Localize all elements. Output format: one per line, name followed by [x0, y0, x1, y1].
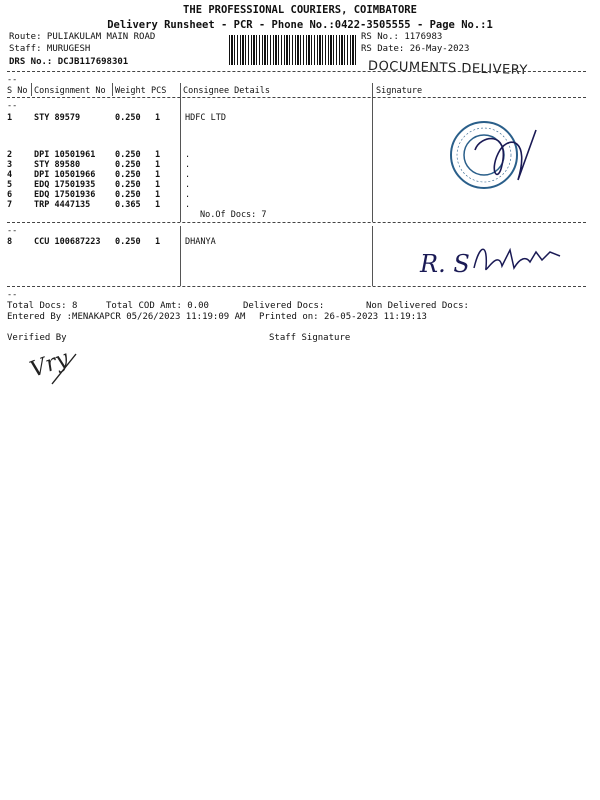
company-seal-icon: [440, 110, 570, 200]
row-sno: 4: [7, 170, 13, 180]
row-weight: 0.250: [115, 113, 141, 123]
row-pcs: 1: [155, 180, 161, 190]
row-weight: 0.250: [115, 170, 141, 180]
separator-mark: --: [7, 75, 18, 85]
row-consignee: .: [185, 180, 191, 190]
separator-mark: --: [7, 101, 18, 111]
row-consignee: HDFC LTD: [185, 113, 226, 123]
row-consignee: .: [185, 170, 191, 180]
separator-bottom: [7, 286, 586, 287]
col-signature: Signature: [376, 86, 423, 96]
row-pcs: 1: [155, 200, 161, 210]
printed-on: Printed on: 26-05-2023 11:19:13: [259, 312, 427, 322]
col-consignee: Consignee Details: [183, 86, 270, 96]
row-consignment: TRP 4447135: [34, 200, 91, 210]
rs-date: RS Date: 26-May-2023: [361, 44, 470, 54]
col-rule: [372, 226, 373, 286]
row-weight: 0.250: [115, 150, 141, 160]
documents-delivery-stamp: DOCUMENTS DELIVERY: [367, 58, 529, 79]
row-sno: 8: [7, 237, 13, 247]
row-sno: 2: [7, 150, 13, 160]
barcode: [229, 35, 357, 65]
col-rule: [112, 83, 113, 96]
row-consignee: .: [185, 200, 191, 210]
row-consignment: STY 89580: [34, 160, 81, 170]
row-pcs: 1: [155, 113, 161, 123]
verified-by-label: Verified By: [7, 333, 67, 343]
row-weight: 0.365: [115, 200, 141, 210]
row-consignment: CCU 100687223: [34, 237, 101, 247]
row-consignment: EDQ 17501935: [34, 180, 96, 190]
col-weight: Weight: [115, 86, 146, 96]
handwritten-signature: R. S: [420, 250, 470, 278]
no-of-docs: No.Of Docs: 7: [200, 210, 267, 220]
total-cod: Total COD Amt: 0.00: [106, 301, 209, 311]
runsheet-subtitle: Delivery Runsheet - PCR - Phone No.:0422-3505555 - Page No.:1: [107, 19, 493, 31]
col-pcs: PCS: [151, 86, 167, 96]
row-weight: 0.250: [115, 180, 141, 190]
row-pcs: 1: [155, 170, 161, 180]
drs-number: DRS No.: DCJB117698301: [9, 57, 129, 67]
col-rule: [180, 226, 181, 286]
separator-header: [7, 97, 586, 98]
row-pcs: 1: [155, 237, 161, 247]
staff-label: Staff: MURUGESH: [9, 44, 91, 54]
col-consignment: Consignment No: [34, 86, 106, 96]
non-delivered-docs: Non Delivered Docs:: [366, 301, 469, 311]
row-weight: 0.250: [115, 190, 141, 200]
row-consignment: EDQ 17501936: [34, 190, 96, 200]
verified-strike-icon: [44, 350, 84, 390]
separator-group: [7, 222, 586, 223]
total-docs: Total Docs: 8: [7, 301, 78, 311]
col-rule: [372, 83, 373, 222]
row-consignee: .: [185, 150, 191, 160]
verified-initials: Vry: [26, 346, 72, 383]
row-pcs: 1: [155, 150, 161, 160]
row-consignee: .: [185, 190, 191, 200]
col-rule: [180, 83, 181, 222]
company-title: THE PROFESSIONAL COURIERS, COIMBATORE: [183, 4, 417, 16]
row-sno: 3: [7, 160, 13, 170]
row-weight: 0.250: [115, 160, 141, 170]
staff-signature-label: Staff Signature: [269, 333, 351, 343]
row-weight: 0.250: [115, 237, 141, 247]
separator-mark: --: [7, 226, 18, 236]
row-sno: 6: [7, 190, 13, 200]
rs-number: RS No.: 1176983: [361, 32, 443, 42]
row-consignee: DHANYA: [185, 237, 216, 247]
route-label: Route: PULIAKULAM MAIN ROAD: [9, 32, 156, 42]
separator-mark: --: [7, 290, 18, 300]
row-consignment: STY 89579: [34, 113, 81, 123]
row-consignee: .: [185, 160, 191, 170]
entered-by: Entered By :MENAKAPCR 05/26/2023 11:19:09 AM: [7, 312, 246, 322]
col-rule: [31, 83, 32, 96]
col-sno: S No: [7, 86, 28, 96]
row-pcs: 1: [155, 160, 161, 170]
row-sno: 7: [7, 200, 13, 210]
row-consignment: DPI 10501966: [34, 170, 96, 180]
row-sno: 1: [7, 113, 13, 123]
separator-top: [7, 71, 586, 72]
signature-scribble-icon: [470, 238, 565, 278]
row-consignment: DPI 10501961: [34, 150, 96, 160]
delivered-docs: Delivered Docs:: [243, 301, 325, 311]
row-pcs: 1: [155, 190, 161, 200]
row-sno: 5: [7, 180, 13, 190]
